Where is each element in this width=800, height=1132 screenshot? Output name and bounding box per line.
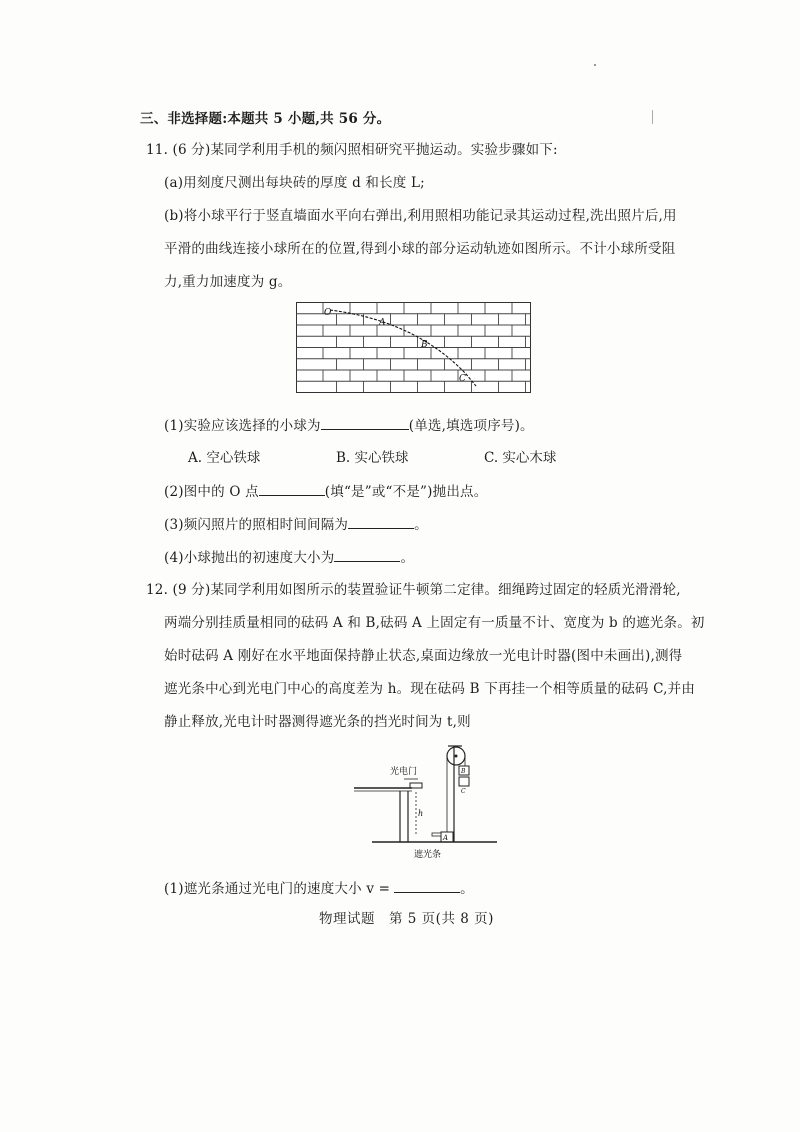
q12-sub1 [164,878,474,899]
q11-sub1-suffix: (单选,填选项序号)。 [408,418,534,434]
q11-sub3-prefix: (3)频闪照片的照相时间间隔为 [164,517,349,533]
section-heading: 三、非选择题:本题共 5 小题,共 56 分。 [140,111,391,127]
point-label-b: B [421,340,428,350]
answer-blank [394,878,460,893]
option-c: C. 实心木球 [484,450,557,466]
q12-line2: 两端分别挂质量相同的砝码 A 和 B,砝码 A 上固定有一质量不计、宽度为 b 的遮光条。初 [164,615,705,631]
page-footer: 物理试题 第 5 页(共 8 页) [319,911,494,927]
label-h: h [418,809,424,818]
q11-sub4-prefix: (4)小球抛出的初速度大小为 [164,550,335,566]
label-photogate: 光电门 [390,767,418,777]
label-c: C [461,788,466,795]
point-label-c: C [459,374,466,384]
q11-sub2-prefix: (2)图中的 O 点 [164,484,259,500]
light-blocking-strip [432,833,441,836]
scan-speck [652,110,653,124]
answer-blank [321,415,409,430]
q11-sub2-suffix: (填“是”或“不是”)抛出点。 [324,484,488,500]
point-label-a: A [379,318,386,328]
q11-sub4-suffix: 。 [400,550,415,566]
q11-step-b-line2: 平滑的曲线连接小球所在的位置,得到小球的部分运动轨迹如图所示。不计小球所受阻 [164,241,676,257]
label-strip: 遮光条 [414,850,442,860]
q11-step-b-line3: 力,重力加速度为 g。 [164,274,292,290]
scan-speck [594,64,596,66]
q11-stem: 11. (6 分)某同学利用手机的频闪照相研究平抛运动。实验步骤如下: [146,142,558,158]
q12-line1: 12. (9 分)某同学利用如图所示的装置验证牛顿第二定律。细绳跨过固定的轻质光滑滑轮, [146,582,681,598]
q12-line5: 静止释放,光电计时器测得遮光条的挡光时间为 t,则 [164,714,471,730]
q11-sub4 [164,547,414,568]
q11-step-b-line1: (b)将小球平行于竖直墙面水平向右弹出,利用照相功能记录其运动过程,洗出照片后,用 [164,208,677,224]
q11-step-a: (a)用刻度尺测出每块砖的厚度 d 和长度 L; [164,175,425,191]
q11-sub2 [164,481,487,502]
option-b: B. 实心铁球 [336,450,409,466]
label-b: B [461,768,466,775]
answer-blank [348,514,414,529]
option-a: A. 空心铁球 [188,450,261,466]
answer-blank [334,547,400,562]
q11-sub3 [164,514,428,535]
point-label-o: O [324,308,332,318]
q11-sub3-suffix: 。 [414,517,428,533]
q12-sub1-suffix: 。 [460,881,474,897]
q11-sub1 [164,415,534,436]
brick-wall-figure [296,302,532,394]
q12-line3: 始时砝码 A 刚好在水平地面保持静止状态,桌面边缘放一光电计时器(图中未画出),测得 [164,648,683,664]
label-a: A [443,834,449,842]
pulley-apparatus-figure [352,736,502,866]
weight-c [459,777,469,786]
q11-sub1-prefix: (1)实验应该选择的小球为 [164,418,321,434]
q12-line4: 遮光条中心到光电门中心的高度差为 h。现在砝码 B 下再挂一个相等质量的砝码 C,并由 [164,681,696,697]
q12-sub1-prefix: (1)遮光条通过光电门的速度大小 v = [164,881,391,897]
answer-blank [259,481,325,496]
